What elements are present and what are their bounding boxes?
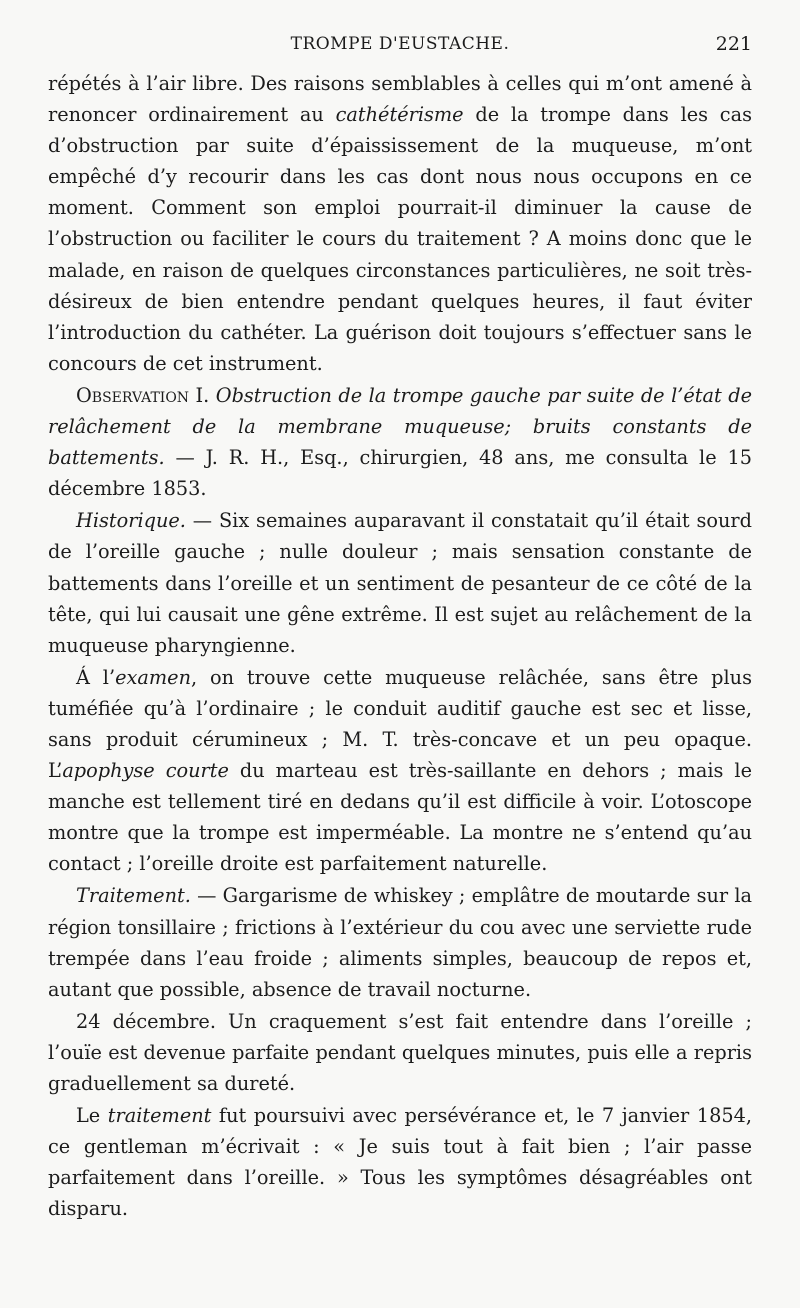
text-run: répétés à l’air libre. Des raisons semblables à celles qui m’ont amené à renoncer ordinairement au xyxy=(48,72,752,127)
text-run: , on trouve cette muqueuse relâchée, sans être plus tuméfiée qu’à l’ordinaire ; le conduit auditif gauche est sec et lisse, sans produit cérumineux ; M. T. très-concave et un peu opaque. L’ xyxy=(48,665,752,783)
text-run: de la trompe dans les cas d’obstruction par suite d’épaississement de la muqueuse, m’ont empêché d’y recourir dans les cas dont nous nous occupons en ce moment. Comment son emploi pourrait-il diminuer la cause de l’obstruction ou faciliter le cours du traitement ? A moins donc que le malade, en raison de quelques circonstances particulières, ne soit très-désireux de bien entendre pendant quelques heures, il faut éviter l’introduction du cathéter. La guérison doit toujours s’effectuer sans le concours de cet instrument. xyxy=(48,103,752,375)
text-run: Le xyxy=(76,1104,108,1128)
paragraph-observation-title xyxy=(48,380,752,504)
text-run-italic: examen xyxy=(115,665,192,689)
text-run: 24 décembre. Un craquement s’est fait entendre dans l’oreille ; l’ouïe est devenue parfaite pendant quelques minutes, puis elle a repris graduellement sa dureté. xyxy=(48,1009,752,1095)
text-run: fut poursuivi avec persévérance et, le 7 janvier 1854, ce gentleman m’écrivait : « Je suis tout à fait bien ; l’air passe parfaitement dans l’oreille. » Tous les symptômes désagréables ont disparu. xyxy=(48,1104,753,1221)
observation-title: Obstruction de la trompe gauche par suite de l’état de relâchement de la membrane muqueuse; bruits constants de battements. xyxy=(48,383,752,470)
page-header xyxy=(48,32,752,62)
section-label-historique: Historique. xyxy=(76,509,186,533)
paragraph-24-decembre xyxy=(48,1006,752,1099)
body-text xyxy=(48,68,752,1224)
paragraph-conclusion xyxy=(48,1100,752,1224)
text-run-italic: cathétérisme xyxy=(335,103,464,127)
running-head: TROMPE D'EUSTACHE. xyxy=(290,34,510,54)
observation-label: Observation I. xyxy=(76,383,210,407)
text-run-italic: apophyse courte xyxy=(62,759,229,783)
text-run: — Six semaines auparavant il constatait qu’il était sourd de l’oreille gauche ; nulle douleur ; mais sensation constante de battements dans l’oreille et un sentiment de pesanteur de ce côté de la tête, qui lui causait une gêne extrême. Il est sujet au relâchement de la muqueuse pharyngienne. xyxy=(48,509,752,657)
paragraph-intro xyxy=(48,68,752,379)
text-run-italic: traitement xyxy=(107,1104,212,1128)
page-number: 221 xyxy=(715,33,752,55)
text-run: — J. R. H., Esq., chirurgien, 48 ans, me consulta le 15 décembre 1853. xyxy=(48,446,752,501)
text-run: du marteau est très-saillante en dehors ; mais le manche est tellement tiré en dedans qu’il est difficile à voir. L’otoscope montre que la trompe est imperméable. La montre ne s’entend qu’au contact ; l’oreille droite est parfaitement naturelle. xyxy=(48,759,752,876)
section-label-traitement: Traitement. xyxy=(76,884,191,908)
paragraph-examen xyxy=(48,662,752,880)
text-run: Á l’ xyxy=(76,665,116,689)
paragraph-traitement xyxy=(48,880,752,1004)
text-run: — Gargarisme de whiskey ; emplâtre de moutarde sur la région tonsillaire ; frictions à l’extérieur du cou avec une serviette rude trempée dans l’eau froide ; aliments simples, beaucoup de repos et, autant que possible, absence de travail nocturne. xyxy=(48,884,752,1001)
paragraph-historique xyxy=(48,505,752,660)
